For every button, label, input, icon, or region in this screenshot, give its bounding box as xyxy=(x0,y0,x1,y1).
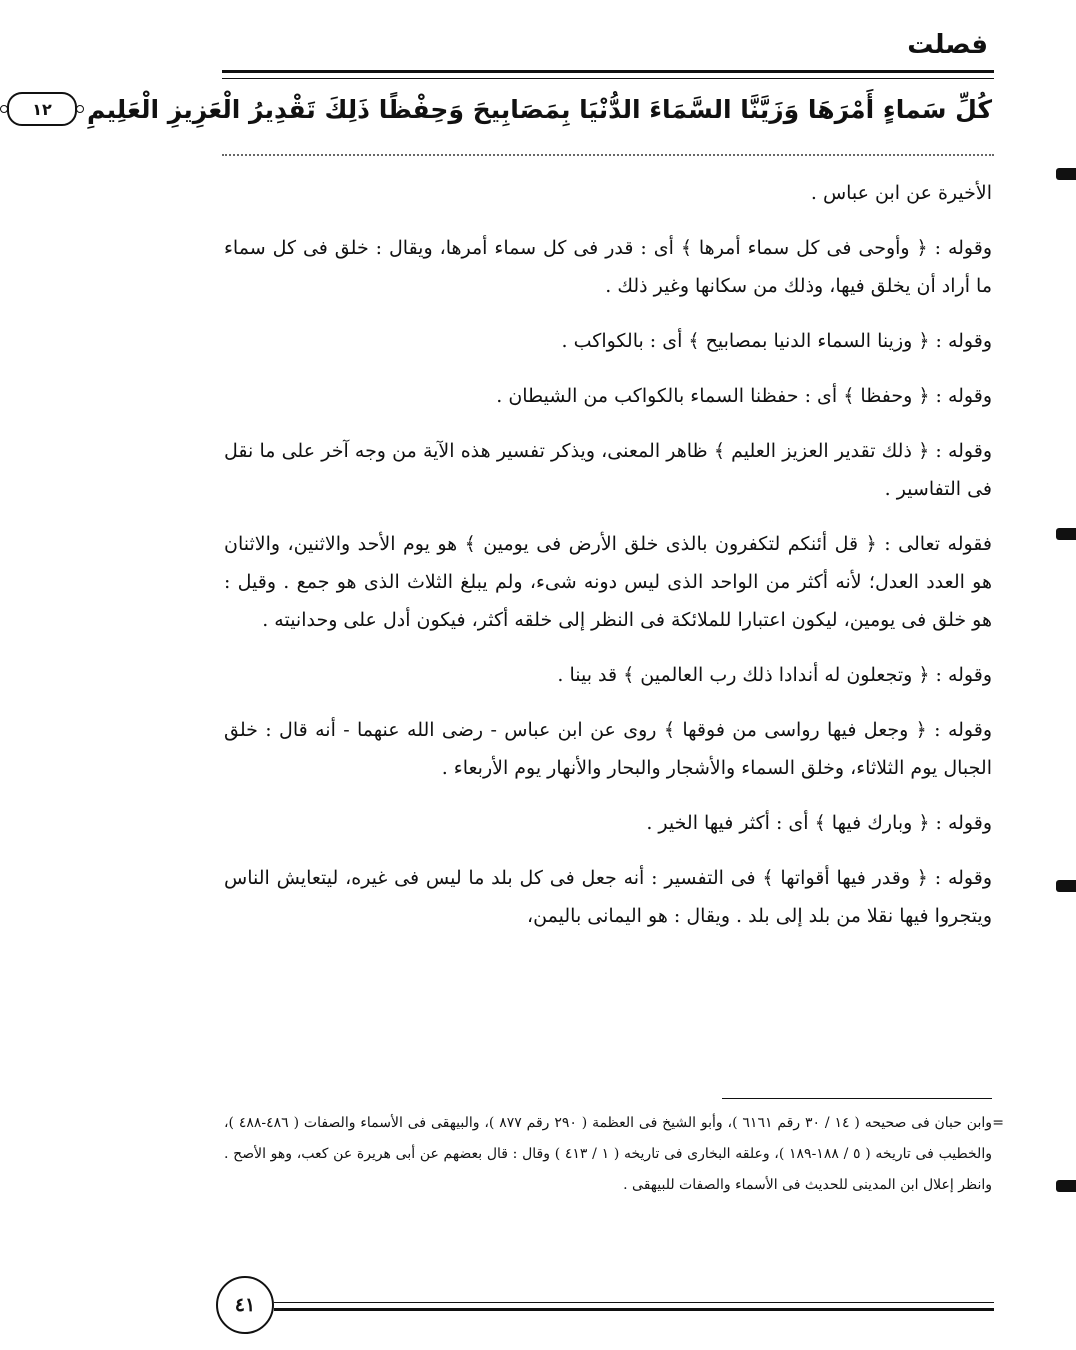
paragraph: وقوله : ﴿ وحفظا ﴾ أى : حفظنا السماء بالكواكب من الشيطان . xyxy=(496,385,992,407)
paragraph: وقوله : ﴿ وجعل فيها رواسى من فوقها ﴾ روى عن ابن عباس - رضى الله عنهما - أنه قال : خلق الجبال يوم الثلاثاء، وخلق السماء والأشجار والبحار والأنهار يوم الأربعاء . xyxy=(224,719,992,779)
paragraph: الأخيرة عن ابن عباس . xyxy=(810,182,992,204)
page-number: ٤١ xyxy=(216,1276,274,1334)
footnote-continuation-marker: = xyxy=(992,1115,1004,1131)
footnote-separator xyxy=(144,1098,1076,1099)
edge-mark xyxy=(1056,168,1076,180)
running-title: فصلت xyxy=(907,30,988,60)
ayah-number-marker xyxy=(7,92,77,126)
footnotes xyxy=(224,1108,1004,1201)
paragraph: وقوله : ﴿ ذلك تقدير العزيز العليم ﴾ ظاهر المعنى، ويذكر تفسير هذه الآية من وجه آخر على ما نقل فى التفاسير . xyxy=(224,440,992,500)
edge-mark xyxy=(1056,880,1076,892)
footnote-text: وابن حبان فى صحيحه ( ١٤ / ٣٠ رقم ٦١٦١ )، وأبو الشيخ فى العظمة ( ٢٩٠ رقم ٨٧٧ )، والبيهقى فى الأسماء والصفات ( ٤٨٦-٤٨٨ )، والخطيب فى تاريخه ( ٥ / ١٨٨-١٨٩ )، وعلقه البخارى فى تاريخه ( ١ / ٤١٣ ) وقال : قال بعضهم عن أبى هريرة عن كعب، وهو الأصح . وانظر إعلال ابن المدينى للحديث فى الأسماء والصفات للبيهقى . xyxy=(224,1115,992,1193)
paragraph: وقوله : ﴿ وأوحى فى كل سماء أمرها ﴾ أى : قدر فى كل سماء أمرها، ويقال : خلق فى كل سماء ما أراد أن يخلق فيها، وذلك من سكانها وغير ذلك . xyxy=(224,237,992,297)
edge-mark xyxy=(1056,1180,1076,1192)
edge-mark xyxy=(1056,528,1076,540)
commentary-body xyxy=(224,174,992,952)
footer-rule xyxy=(274,1302,994,1311)
book-page xyxy=(32,0,1076,1350)
paragraph: وقوله : ﴿ وزينا السماء الدنيا بمصابيح ﴾ أى : بالكواكب . xyxy=(561,330,992,352)
ayah-number: ١٢ xyxy=(32,99,52,119)
verse-text: كُلِّ سَماءٍ أَمْرَهَا وَزَيَّنَّا السَّمَاءَ الدُّنْيَا بِمَصَابِيحَ وَحِفْظًا ذَلِكَ تَقْدِيرُ الْعَزِيزِ الْعَلِيمِ xyxy=(86,94,992,124)
paragraph: فقوله تعالى : ﴿ قل أئنكم لتكفرون بالذى خلق الأرض فى يومين ﴾ هو يوم الأحد والاثنين، والاثنان هو العدد العدل؛ لأنه أكثر من الواحد الذى ليس دونه شىء، ولم يبلغ الثلاث الذى هو جمع . وقيل : هو خلق فى يومين، ليكون اعتبارا للملائكة فى النظر إلى خلقه أكثر، فيكون أدل على وحدانيته . xyxy=(224,533,992,631)
paragraph: وقوله : ﴿ وبارك فيها ﴾ أى : أكثر فيها الخير . xyxy=(646,812,992,834)
verse-header xyxy=(32,86,992,132)
paragraph: وقوله : ﴿ وتجعلون له أندادا ذلك رب العالمين ﴾ قد بينا . xyxy=(557,664,992,686)
verse-divider xyxy=(222,154,994,156)
header-rule xyxy=(222,70,994,79)
paragraph: وقوله : ﴿ وقدر فيها أقواتها ﴾ فى التفسير : أنه جعل فى كل بلد ما ليس فى غيره، ليتعايش الناس ويتجروا فيها نقلا من بلد إلى بلد . ويقال : هو اليمانى باليمن، xyxy=(224,867,992,927)
